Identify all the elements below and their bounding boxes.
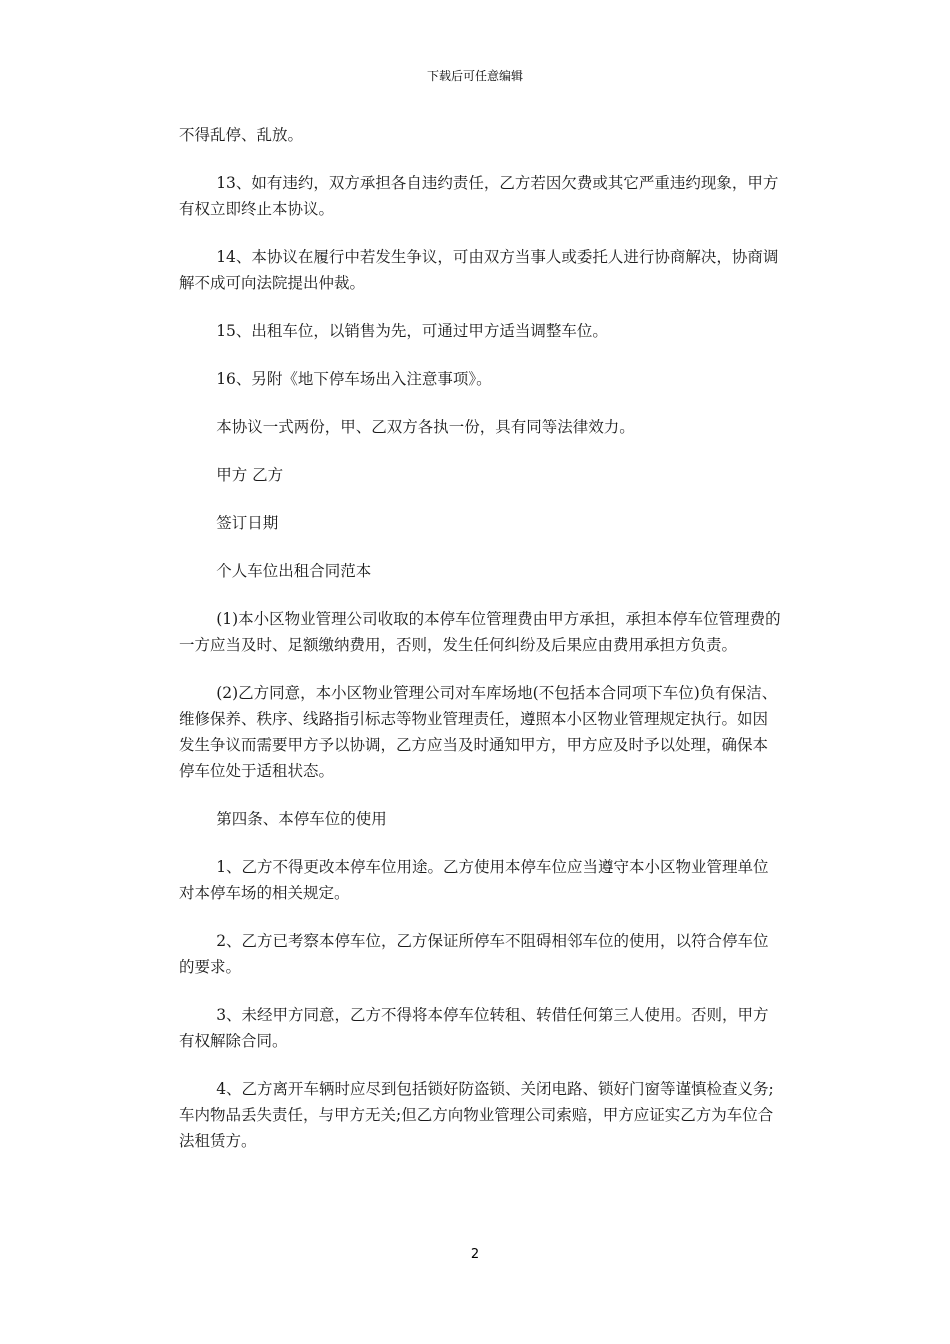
paragraph: 13、如有违约，双方承担各自违约责任，乙方若因欠费或其它严重违约现象，甲方有权立即终止本协议。 bbox=[179, 174, 779, 218]
signing-date-label: 签订日期 bbox=[216, 514, 279, 532]
article-heading: 第四条、本停车位的使用 bbox=[216, 810, 387, 828]
section-heading: 个人车位出租合同范本 bbox=[216, 562, 372, 580]
signature-parties: 甲方 乙方 bbox=[216, 466, 284, 484]
paragraph: (2)乙方同意，本小区物业管理公司对车库场地(不包括本合同项下车位)负有保洁、维修保养、秩序、线路指引标志等物业管理责任，遵照本小区物业管理规定执行。如因发生争议而需要甲方予以协调，乙方应当及时通知甲方，甲方应及时予以处理，确保本停车位处于适租状态。 bbox=[179, 684, 778, 780]
paragraph: 2、乙方已考察本停车位，乙方保证所停车不阻碍相邻车位的使用，以符合停车位的要求。 bbox=[179, 932, 769, 976]
paragraph: 4、乙方离开车辆时应尽到包括锁好防盗锁、关闭电路、锁好门窗等谨慎检查义务;车内物品丢失责任，与甲方无关;但乙方向物业管理公司索赔，甲方应证实乙方为车位合法租赁方。 bbox=[179, 1080, 774, 1150]
paragraph: 3、未经甲方同意，乙方不得将本停车位转租、转借任何第三人使用。否则，甲方有权解除合同。 bbox=[179, 1006, 769, 1050]
paragraph: 不得乱停、乱放。 bbox=[179, 126, 304, 144]
paragraph: 14、本协议在履行中若发生争议，可由双方当事人或委托人进行协商解决，协商调解不成可向法院提出仲裁。 bbox=[179, 248, 779, 292]
paragraph: 16、另附《地下停车场出入注意事项》。 bbox=[216, 370, 492, 388]
paragraph: (1)本小区物业管理公司收取的本停车位管理费由甲方承担，承担本停车位管理费的一方应当及时、足额缴纳费用，否则，发生任何纠纷及后果应由费用承担方负责。 bbox=[179, 610, 781, 654]
page-header: 下载后可任意编辑 bbox=[426, 69, 523, 83]
document-body bbox=[179, 122, 781, 1176]
paragraph: 15、出租车位，以销售为先，可通过甲方适当调整车位。 bbox=[216, 322, 608, 340]
paragraph: 1、乙方不得更改本停车位用途。乙方使用本停车位应当遵守本小区物业管理单位对本停车场的相关规定。 bbox=[179, 858, 769, 902]
page-number: 2 bbox=[470, 1247, 480, 1262]
paragraph: 本协议一式两份，甲、乙双方各执一份，具有同等法律效力。 bbox=[216, 418, 635, 436]
